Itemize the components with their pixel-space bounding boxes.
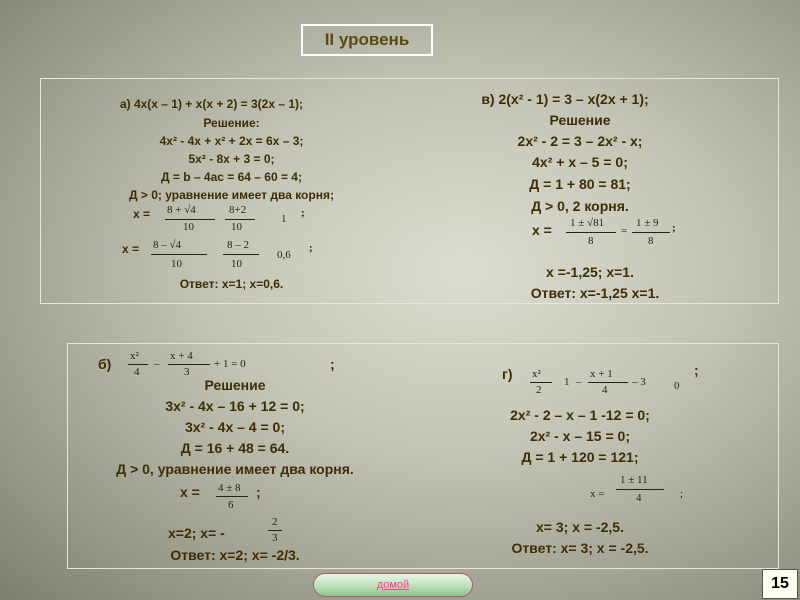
task-b-step-2: 3x² - 4x – 4 = 0; <box>184 419 285 435</box>
task-v-frac2-den: 8 <box>648 235 654 247</box>
task-a-root-1-value: 1 <box>281 213 287 225</box>
task-a-frac4-num: 8 – 2 <box>227 239 249 251</box>
task-b-frac-num: 2 <box>272 516 278 528</box>
task-v-discriminant: Д = 1 + 80 = 81; <box>529 176 631 192</box>
task-g-step-2: 2x² - x – 15 = 0; <box>529 428 630 444</box>
task-a-frac1-den: 10 <box>183 221 194 233</box>
task-b-x2: x² <box>130 350 139 362</box>
task-g-root-x: x = <box>590 488 605 500</box>
task-v-frac1-den: 8 <box>588 235 594 247</box>
task-a-equation: а) 4x(x – 1) + x(x + 2) = 3(2x – 1); <box>119 97 304 111</box>
task-g-root-bar <box>616 489 664 490</box>
task-g-answer: Ответ: x= 3; x = -2,5. <box>511 540 649 556</box>
task-v-step-2: 4x² + x – 5 = 0; <box>532 154 628 170</box>
task-g-frac1-bar <box>530 382 552 383</box>
task-b-3: 3 <box>184 366 190 378</box>
task-g-root-num: 1 ± 11 <box>620 474 648 486</box>
task-v-root-sep: ; <box>672 222 676 234</box>
task-b-root-label: x = <box>180 484 200 500</box>
task-a-frac4-bar <box>223 254 259 255</box>
task-g-eq-sep: ; <box>694 362 699 378</box>
task-v-root-label: x = <box>532 222 552 238</box>
task-b-solution-label: Решение <box>204 377 266 393</box>
task-b-frac2-bar <box>168 364 210 365</box>
task-b-root-sep: ; <box>256 484 261 500</box>
task-v-eq: = <box>621 225 628 237</box>
task-v-equation: в) 2(x² - 1) = 3 – x(2x + 1); <box>481 91 649 107</box>
task-v-frac2-bar <box>632 232 670 233</box>
task-a-frac1-num: 8 + √4 <box>167 204 196 216</box>
task-a-frac3-num: 8 – √4 <box>153 239 182 251</box>
task-a-root-1-label: x = <box>133 207 151 221</box>
task-a-root-1-sep: ; <box>301 207 305 219</box>
task-a-frac2-bar <box>225 219 255 220</box>
task-a-root-2-value: 0,6 <box>277 249 291 261</box>
task-v-answer: Ответ: x=-1,25 x=1. <box>530 285 660 301</box>
task-g-panel <box>422 343 779 569</box>
task-g-step-1: 2x² - 2 – x – 1 -12 = 0; <box>510 407 650 423</box>
task-b-discriminant: Д = 16 + 48 = 64. <box>180 440 290 456</box>
task-b-minus: – <box>154 358 160 370</box>
task-v-frac1-num: 1 ± √81 <box>570 217 605 229</box>
task-a-frac3-bar <box>151 254 207 255</box>
task-g-x2: x² <box>532 368 541 380</box>
task-b-roots: x=2; x= - <box>168 525 225 541</box>
task-b-panel <box>67 343 422 569</box>
task-a-frac2-den: 10 <box>231 221 242 233</box>
task-b-root-num: 4 ± 8 <box>218 482 241 494</box>
task-a-frac3-den: 10 <box>171 258 182 270</box>
task-b-eq-sep: ; <box>330 356 335 372</box>
task-v-roots: x =-1,25; x=1. <box>546 264 634 280</box>
slide-number: 15 <box>762 569 798 599</box>
task-a-frac2-num: 8+2 <box>229 204 247 216</box>
task-g-4: 4 <box>602 384 608 396</box>
task-v-frac2-num: 1 ± 9 <box>636 217 659 229</box>
task-b-frac-bar <box>268 530 282 531</box>
task-a-frac1-bar <box>165 219 215 220</box>
task-a-root-2-sep: ; <box>309 242 313 254</box>
task-a-discriminant: Д = b – 4ac = 64 – 60 = 4; <box>161 170 302 184</box>
task-a-answer: Ответ: x=1; x=0,6. <box>179 277 284 291</box>
task-b-root-den: 6 <box>228 499 234 511</box>
task-b-label: б) <box>98 356 112 372</box>
task-a-discriminant-note: Д > 0; уравнение имеет два корня; <box>129 188 334 202</box>
task-v-panel <box>422 78 779 304</box>
task-v-discriminant-note: Д > 0, 2 корня. <box>531 198 629 214</box>
task-v-step-1: 2x² - 2 = 3 – 2x² - x; <box>517 133 643 149</box>
task-v-solution-label: Решение <box>549 112 611 128</box>
task-g-2: 2 <box>536 384 542 396</box>
task-b-frac-den: 3 <box>272 532 278 544</box>
task-a-step-1: 4x² - 4x + x² + 2x = 6x – 3; <box>159 134 304 148</box>
task-b-4: 4 <box>134 366 140 378</box>
task-b-xp4: x + 4 <box>170 350 193 362</box>
task-g-frac2-bar <box>588 382 628 383</box>
task-g-root-den: 4 <box>636 492 642 504</box>
task-g-xp1: x + 1 <box>590 368 613 380</box>
task-b-step-1: 3x² - 4x – 16 + 12 = 0; <box>165 398 305 414</box>
task-g-0: 0 <box>674 380 680 392</box>
task-g-minus: – <box>576 376 582 388</box>
task-a-frac4-den: 10 <box>231 258 242 270</box>
task-g-label: г) <box>502 366 513 382</box>
home-button[interactable]: домой <box>313 573 473 597</box>
task-b-tail: + 1 = 0 <box>214 358 246 370</box>
task-g-discriminant: Д = 1 + 120 = 121; <box>521 449 639 465</box>
task-g-1: 1 <box>564 376 570 388</box>
task-g-roots: x= 3; x = -2,5. <box>536 519 624 535</box>
task-b-discriminant-note: Д > 0, уравнение имеет два корня. <box>116 461 354 477</box>
task-b-frac1-bar <box>128 364 148 365</box>
task-a-step-2: 5x² - 8x + 3 = 0; <box>188 152 275 166</box>
task-g-m3: – 3 <box>632 376 646 388</box>
task-b-root-bar <box>216 496 248 497</box>
task-v-frac1-bar <box>566 232 616 233</box>
task-g-root-sep: ; <box>680 488 684 500</box>
task-b-answer: Ответ: x=2; x= -2/3. <box>170 547 300 563</box>
task-a-solution-label: Решение: <box>203 116 260 130</box>
page-title: II уровень <box>301 24 433 56</box>
task-a-root-2-label: x = <box>122 242 140 256</box>
task-a-panel <box>40 78 422 304</box>
